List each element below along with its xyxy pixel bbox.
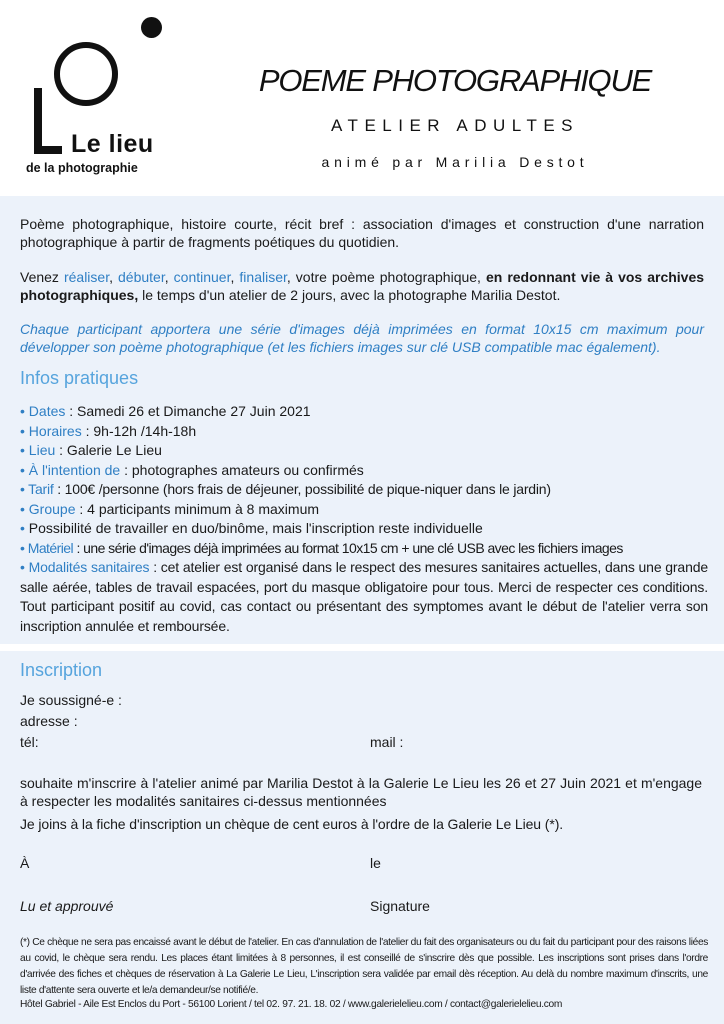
item-label: Lieu <box>28 442 56 458</box>
list-item <box>20 500 708 520</box>
item-text: Possibilité de travailler en duo/binôme, mais l'inscription reste individuelle <box>28 520 483 536</box>
logo-l-base-shape <box>34 146 62 154</box>
footnote: (*) Ce chèque ne sera pas encaissé avant le début de l'atelier. En cas d'annulation de l'atelier du fait des organisateurs ou du fait du participant pour des raisons liées au covid, le chèque sera rendu. Les places étant limitées à 8 personnes, il est conseillé de s'inscrire dès que possible. Les inscriptions sont prises dans l'ordre d'arrivée des fiches et chèques de réservation à La Galerie Le Lieu, L'inscription sera validée par email dès réception. Au delà du nombre maximum d'inscrits, une liste d'attente sera ouverte et le/a demandeur/se notifié/e. <box>20 937 708 996</box>
intro-paragraph-1: Poème photographique, histoire courte, récit bref : association d'images et construction d'une narration photographique à partir de fragments poétiques du quotidien. <box>20 216 704 250</box>
inscription-title: Inscription <box>20 660 103 680</box>
intro-paragraph-3: Chaque participant apportera une série d'images déjà imprimées en format 10x15 cm maximum pour développer son poème photographique (et les fichiers images sur clé USB compatible mac également). <box>20 321 704 355</box>
logo-subtitle: de la photographie <box>26 161 138 175</box>
footer-address: Hôtel Gabriel - Aile Est Enclos du Port - 56100 Lorient / tel 02. 97. 21. 18. 02 / www.galerielelieu.com / contact@galerielelieu.com <box>20 999 563 1010</box>
intro-text: Venez <box>20 269 64 285</box>
inscription-text-2: Je joins à la fiche d'inscription un chèque de cent euros à l'ordre de la Galerie Le Lieu (*). <box>20 816 564 832</box>
list-item <box>20 539 708 559</box>
lu-approuve-label: Lu et approuvé <box>20 898 114 914</box>
page-byline: animé par Marilia Destot <box>321 154 589 170</box>
bullet-icon: • <box>20 539 25 556</box>
bullet-icon: • <box>20 403 25 419</box>
intro-bold: en redonnant vie à vos archives photographiques, <box>20 269 705 303</box>
item-label: Tarif <box>28 481 54 497</box>
bullet-icon: • <box>20 481 25 497</box>
adresse-label: adresse : <box>20 713 78 729</box>
intro-paragraph-2 <box>20 268 704 304</box>
list-item <box>20 558 708 636</box>
item-text: : Galerie Le Lieu <box>55 442 162 458</box>
item-text: : 9h-12h /14h-18h <box>81 422 197 439</box>
list-item <box>20 422 708 442</box>
infos-title: Infos pratiques <box>20 368 139 388</box>
soussigne-label: Je soussigné-e : <box>20 692 122 708</box>
list-item <box>20 461 708 481</box>
separator: , <box>109 269 119 285</box>
tel-label: tél: <box>20 734 39 750</box>
bullet-icon: • <box>20 520 25 536</box>
list-item <box>20 441 708 461</box>
infos-list <box>20 402 708 636</box>
list-item <box>20 480 708 500</box>
list-item <box>20 402 708 422</box>
page-subtitle: ATELIER ADULTES <box>330 116 580 135</box>
mail-label: mail : <box>370 734 404 750</box>
item-label: Matériel <box>27 539 74 556</box>
list-item <box>20 519 708 539</box>
intro-text: le temps d'un atelier de 2 jours, avec la photographe Marilia Destot. <box>138 287 561 303</box>
word-continuer: continuer <box>173 269 231 285</box>
le-label: le <box>370 855 381 871</box>
logo-l-shape <box>34 88 42 154</box>
item-label: Modalités sanitaires <box>28 559 150 575</box>
item-text: : 4 participants minimum à 8 maximum <box>75 500 320 517</box>
item-label: Horaires <box>28 422 82 439</box>
item-text: : cet atelier est organisé dans le respect des mesures sanitaires actuelles, dans une grande salle aérée, tables de travail espacées, port du masque obligatoire pour tous. Merci de respecter ces conditions. Tout participant positif au covid, cas contact ou présentant des symptomes avant le début de l'atelier verra son inscription annulée et remboursée. <box>20 559 708 634</box>
item-label: Dates <box>28 403 66 419</box>
inscription-text-1: souhaite m'inscrire à l'atelier animé par Marilia Destot à la Galerie Le Lieu les 26 et 27 Juin 2021 et m'engage à respecter les modalités sanitaires ci-dessus mentionnées <box>20 775 702 809</box>
item-text: : 100€ /personne (hors frais de déjeuner, possibilité de pique-niquer dans le jardin) <box>53 481 551 497</box>
item-label: À l'intention de <box>28 461 121 478</box>
item-text: : Samedi 26 et Dimanche 27 Juin 2021 <box>65 403 311 419</box>
word-realiser: réaliser <box>63 269 110 285</box>
a-label: À <box>20 855 30 871</box>
page-title: POEME PHOTOGRAPHIQUE <box>258 63 652 98</box>
separator: , <box>230 269 240 285</box>
bullet-icon: • <box>20 500 25 517</box>
signature-label: Signature <box>370 898 430 914</box>
logo-name: Le lieu <box>71 130 154 158</box>
item-label: Groupe <box>28 500 76 517</box>
bullet-icon: • <box>20 559 25 575</box>
bullet-icon: • <box>20 461 25 478</box>
item-text: : photographes amateurs ou confirmés <box>120 461 364 478</box>
intro-text: , votre poème photographique, <box>286 269 486 285</box>
logo-o-shape <box>54 42 118 106</box>
word-debuter: débuter <box>118 269 165 285</box>
logo-dot-shape <box>141 17 162 38</box>
bullet-icon: • <box>20 422 25 439</box>
separator: , <box>164 269 174 285</box>
bullet-icon: • <box>20 442 25 458</box>
item-text: : une série d'images déjà imprimées au format 10x15 cm + une clé USB avec les fichiers images <box>73 539 623 556</box>
word-finaliser: finaliser <box>239 269 287 285</box>
